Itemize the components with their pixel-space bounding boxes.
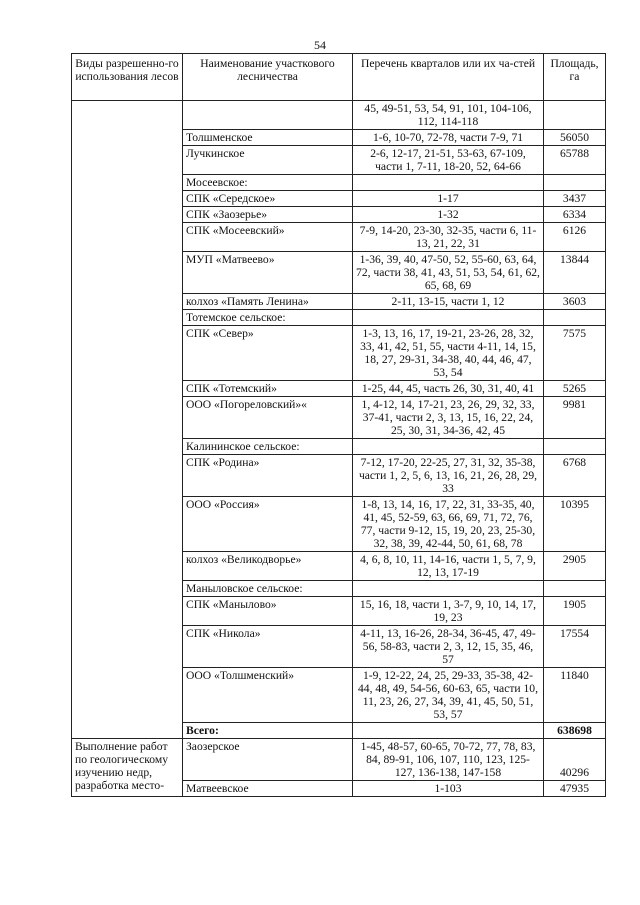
quarters-cell: 1-8, 13, 14, 16, 17, 22, 31, 33-35, 40, 41, 45, 52-59, 63, 66, 69, 71, 72, 76, 77, части 9-12, 15, 19, 20, 23, 25-30, 32, 38, 39, 42-44, 50, 61, 68, 78 [353,497,544,552]
district-name-cell: СПК «Тотемский» [183,381,353,397]
district-name-cell: Матвеевское [183,781,353,797]
area-cell: 17554 [544,626,606,668]
area-cell: 9981 [544,397,606,439]
forest-use-table [71,53,606,797]
quarters-cell: 15, 16, 18, части 1, 3-7, 9, 10, 14, 17, 19, 23 [353,597,544,626]
district-name-cell: Калининское сельское: [183,439,353,455]
area-cell: 6768 [544,455,606,497]
total-area: 638698 [544,723,606,739]
district-name-cell: колхоз «Память Ленина» [183,294,353,310]
quarters-cell: 1-3, 13, 16, 17, 19-21, 23-26, 28, 32, 33, 41, 42, 51, 55, части 4-11, 14, 15, 18, 27, 29-31, 34-38, 40, 44, 46, 47, 53, 54 [353,326,544,381]
quarters-cell: 45, 49-51, 53, 54, 91, 101, 104-106, 112, 114-118 [353,101,544,130]
quarters-cell: 1-6, 10-70, 72-78, части 7-9, 71 [353,130,544,146]
quarters-cell: 1-25, 44, 45, часть 26, 30, 31, 40, 41 [353,381,544,397]
quarters-cell: 1-103 [353,781,544,797]
header-quarters: Перечень кварталов или их ча-стей [353,54,544,101]
area-cell: 1905 [544,597,606,626]
area-cell: 6334 [544,207,606,223]
use-type-cell [72,101,183,739]
district-name-cell: Маныловское сельское: [183,581,353,597]
table-row [72,101,606,130]
quarters-cell [353,439,544,455]
quarters-cell [353,175,544,191]
district-name-cell: Тотемское сельское: [183,310,353,326]
area-cell: 2905 [544,552,606,581]
district-name-cell: СПК «Север» [183,326,353,381]
district-name-cell [183,101,353,130]
area-cell [544,175,606,191]
district-name-cell: Лучкинское [183,146,353,175]
area-cell: 3437 [544,191,606,207]
table-row [72,739,606,781]
quarters-cell: 1, 4-12, 14, 17-21, 23, 26, 29, 32, 33, 37-41, части 2, 3, 13, 15, 16, 22, 24, 25, 30, 31, 34-36, 42, 45 [353,397,544,439]
header-use-type: Виды разрешенно-го использования лесов [72,54,183,101]
area-cell: 13844 [544,252,606,294]
area-cell [544,581,606,597]
quarters-cell: 2-11, 13-15, части 1, 12 [353,294,544,310]
header-area: Площадь, га [544,54,606,101]
quarters-cell: 1-9, 12-22, 24, 25, 29-33, 35-38, 42-44, 48, 49, 54-56, 60-63, 65, части 10, 11, 23, 26, 27, 34, 39, 41, 45, 50, 51, 53, 57 [353,668,544,723]
district-name-cell: СПК «Середское» [183,191,353,207]
quarters-cell: 4, 6, 8, 10, 11, 14-16, части 1, 5, 7, 9, 12, 13, 17-19 [353,552,544,581]
area-cell [544,439,606,455]
page-number: 54 [314,38,326,52]
area-cell: 65788 [544,146,606,175]
district-name-cell: МУП «Матвеево» [183,252,353,294]
total-label: Всего: [183,723,353,739]
quarters-cell: 7-12, 17-20, 22-25, 27, 31, 32, 35-38, части 1, 2, 5, 6, 13, 16, 21, 26, 28, 29, 33 [353,455,544,497]
district-name-cell: Толшменское [183,130,353,146]
district-name-cell: Мосеевское: [183,175,353,191]
area-cell [544,310,606,326]
quarters-cell: 1-36, 39, 40, 47-50, 52, 55-60, 63, 64, 72, части 38, 41, 43, 51, 53, 54, 61, 62, 65, 68, 69 [353,252,544,294]
area-cell: 5265 [544,381,606,397]
area-cell: 7575 [544,326,606,381]
quarters-cell: 4-11, 13, 16-26, 28-34, 36-45, 47, 49-56, 58-83, части 2, 3, 12, 15, 35, 46, 57 [353,626,544,668]
quarters-cell: 2-6, 12-17, 21-51, 53-63, 67-109, части 1, 7-11, 18-20, 52, 64-66 [353,146,544,175]
district-name-cell: ООО «Россия» [183,497,353,552]
area-cell: 3603 [544,294,606,310]
total-quarters-cell [353,723,544,739]
quarters-cell [353,310,544,326]
district-name-cell: СПК «Манылово» [183,597,353,626]
area-cell: 47935 [544,781,606,797]
quarters-cell: 1-45, 48-57, 60-65, 70-72, 77, 78, 83, 84, 89-91, 106, 107, 110, 123, 125-127, 136-138, 147-158 [353,739,544,781]
district-name-cell: колхоз «Великодворье» [183,552,353,581]
area-cell: 56050 [544,130,606,146]
district-name-cell: СПК «Родина» [183,455,353,497]
district-name-cell: СПК «Заозерье» [183,207,353,223]
district-name-cell: ООО «Погореловский»« [183,397,353,439]
quarters-cell: 7-9, 14-20, 23-30, 32-35, части 6, 11-13, 21, 22, 31 [353,223,544,252]
district-name-cell: СПК «Мосеевский» [183,223,353,252]
quarters-cell: 1-17 [353,191,544,207]
quarters-cell [353,581,544,597]
area-cell [544,101,606,130]
header-district: Наименование участкового лесничества [183,54,353,101]
district-name-cell: СПК «Никола» [183,626,353,668]
area-cell: 10395 [544,497,606,552]
table-header-row [72,54,606,101]
area-cell: 40296 [544,739,606,781]
area-cell: 6126 [544,223,606,252]
district-name-cell: ООО «Толшменский» [183,668,353,723]
area-cell: 11840 [544,668,606,723]
district-name-cell: Заозерское [183,739,353,781]
quarters-cell: 1-32 [353,207,544,223]
use-type-cell: Выполнение работ по геологическому изучению недр, разработка место- [72,739,183,797]
